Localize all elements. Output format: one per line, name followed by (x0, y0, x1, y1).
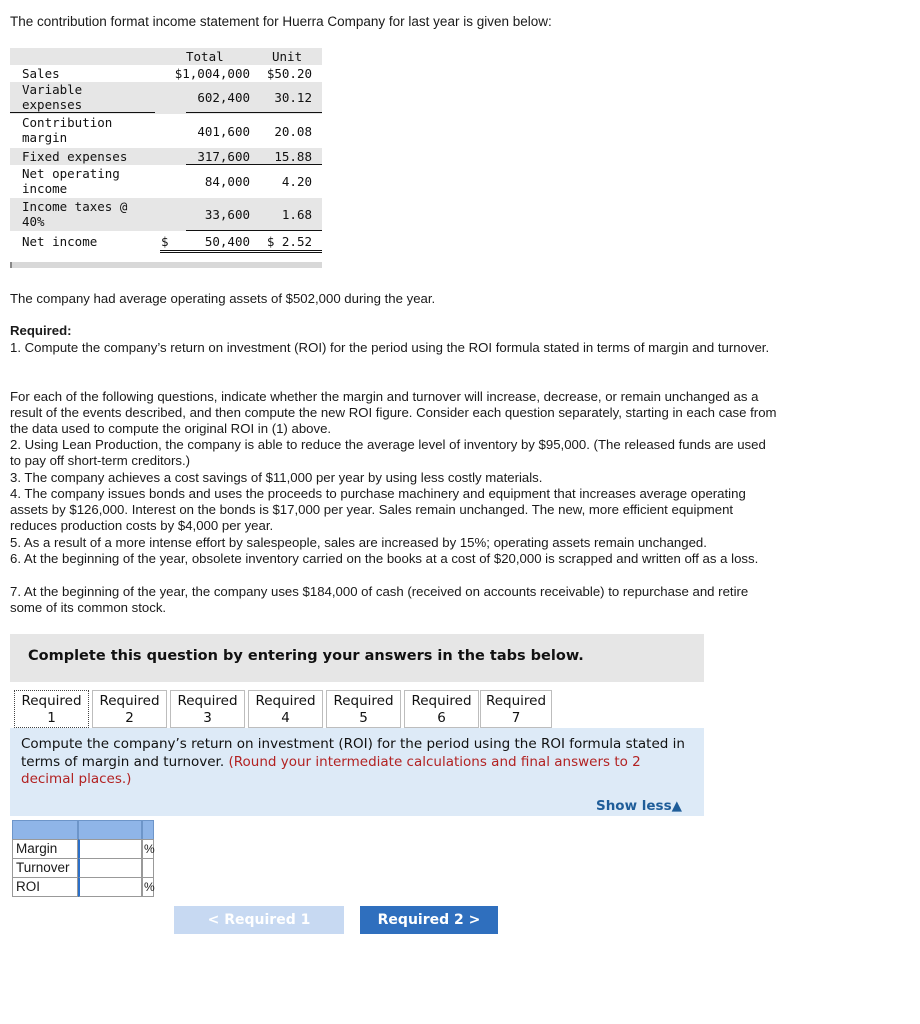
row-total: 401,600 (197, 124, 250, 139)
margin-input-cell[interactable] (78, 839, 142, 859)
row-unit: 30.12 (274, 90, 312, 105)
row-unit: 4.20 (281, 174, 312, 189)
tab-line2: 3 (203, 710, 212, 726)
row-label: Contribution margin (22, 115, 113, 145)
row-total: 33,600 (204, 207, 250, 222)
turnover-unit-cell (142, 858, 154, 878)
tab-required-6[interactable] (404, 690, 479, 728)
statement-row-noi (10, 166, 322, 198)
statement-row-variable (10, 82, 322, 114)
show-less-link[interactable]: Show less▲ (595, 798, 682, 814)
statement-row-contribution (10, 115, 322, 147)
row-unit: $50.20 (266, 66, 312, 81)
row-total: 50,400 (204, 234, 250, 249)
row-label: Income taxes @ 40% (22, 199, 128, 229)
turnover-input[interactable] (80, 859, 141, 877)
tab-required-4[interactable] (248, 690, 323, 728)
income-statement-table (10, 48, 322, 249)
row-total: $1,004,000 (174, 66, 250, 81)
roi-input-cell[interactable] (78, 877, 142, 897)
requirement-2: 2. Using Lean Production, the company is able to reduce the average level of inventory by $95,000. (The released funds are used to pay off short-term creditors.) (10, 437, 766, 469)
statement-row-sales (10, 65, 322, 82)
row-total: 84,000 (204, 174, 250, 189)
tab-line2: 5 (359, 710, 368, 726)
row-total: 602,400 (197, 90, 250, 105)
grid-header-cell (142, 820, 154, 840)
row-dollar-sign: $ (161, 234, 169, 249)
rounding-note: (Round your intermediate calculations and final answers to 2 decimal places.) (21, 753, 641, 787)
row-label: Variable expenses (22, 82, 83, 112)
row-label: Sales (22, 66, 60, 81)
instructions-text: For each of the following questions, indicate whether the margin and turnover will increase, decrease, or remain unchanged as a result of the events described, and then compute the new ROI figure. Consider each question separately, starting in each case from the data used to compute the original ROI in (1) above. (10, 389, 777, 437)
margin-input[interactable] (80, 840, 141, 858)
panel-heading-text: Complete this question by entering your answers in the tabs below. (28, 648, 584, 664)
tab-line1: Required (177, 693, 238, 709)
tab-line2: 1 (47, 710, 56, 726)
requirement-4: 4. The company issues bonds and uses the proceeds to purchase machinery and equipment that increases average operating assets by $126,000. Interest on the bonds is $17,000 per year. Sales remain unchanged. The new, more efficient equipment reduces production costs by $4,000 per year. (10, 486, 746, 534)
question-main: Compute the company’s return on investment (ROI) for the period using the ROI formula stated in terms of margin and turnover. (21, 736, 685, 770)
tab-required-3[interactable] (170, 690, 245, 728)
tab-required-7[interactable] (480, 690, 552, 728)
assets-text: The company had average operating assets of $502,000 during the year. (10, 291, 436, 306)
tab-line2: 4 (281, 710, 290, 726)
requirement-6: 6. At the beginning of the year, obsolete inventory carried on the books at a cost of $20,000 is scrapped and written off as a loss. (10, 551, 759, 566)
roi-percent-sign: % (142, 877, 154, 897)
double-underline (160, 250, 322, 253)
margin-percent-sign: % (142, 839, 154, 859)
tab-line1: Required (255, 693, 316, 709)
statement-row-net-income (10, 233, 322, 250)
roi-input[interactable] (80, 878, 141, 896)
turnover-input-cell[interactable] (78, 858, 142, 878)
underline (10, 112, 155, 113)
tab-line2: 2 (125, 710, 134, 726)
roi-label: ROI (12, 877, 78, 897)
requirement-1: 1. Compute the company’s return on investment (ROI) for the period using the ROI formula stated in terms of margin and turnover. (10, 340, 770, 355)
grid-header-cell (78, 820, 142, 840)
row-unit: 15.88 (274, 149, 312, 164)
intro-text: The contribution format income statement for Huerra Company for last year is given below: (10, 14, 552, 29)
grid-header-cell (12, 820, 78, 840)
question-text (21, 736, 686, 789)
tab-required-5[interactable] (326, 690, 401, 728)
question-area (10, 728, 704, 816)
tab-line2: 7 (511, 710, 521, 726)
requirement-3: 3. The company achieves a cost savings of $11,000 per year by using less costly materials. (10, 470, 543, 485)
tab-required-1[interactable] (14, 690, 89, 728)
row-label: Net operating income (22, 166, 120, 196)
row-unit: 20.08 (274, 124, 312, 139)
tab-line1: Required (411, 693, 472, 709)
requirement-7: 7. At the beginning of the year, the company uses $184,000 of cash (received on accounts receivable) to repurchase and retire some of its common stock. (10, 584, 749, 616)
header-total: Total (186, 49, 224, 64)
tab-line2: 6 (437, 710, 446, 726)
underline (186, 164, 322, 165)
tab-line1: Required (21, 693, 82, 709)
statement-row-fixed (10, 148, 322, 165)
tab-line1: Required (333, 693, 394, 709)
tab-required-2[interactable] (92, 690, 167, 728)
turnover-label: Turnover (12, 858, 78, 878)
table-footer-bar (10, 262, 322, 268)
margin-label: Margin (12, 839, 78, 859)
tab-line1: Required (99, 693, 160, 709)
tab-line1: Required (485, 693, 547, 709)
next-required-button[interactable]: Required 2 > (360, 906, 498, 934)
underline (186, 112, 322, 113)
statement-row-taxes (10, 198, 322, 231)
prev-required-button: < Required 1 (174, 906, 344, 934)
header-unit: Unit (272, 49, 303, 64)
row-unit: $ 2.52 (266, 234, 312, 249)
row-label: Net income (22, 234, 98, 249)
row-label: Fixed expenses (22, 149, 128, 164)
statement-header (10, 48, 322, 65)
row-unit: 1.68 (281, 207, 312, 222)
panel-heading (10, 634, 704, 682)
required-heading: Required: (10, 323, 72, 338)
requirement-5: 5. As a result of a more intense effort by salespeople, sales are increased by 15%; operating assets remain unchanged. (10, 535, 707, 550)
underline (186, 230, 322, 231)
row-total: 317,600 (197, 149, 250, 164)
